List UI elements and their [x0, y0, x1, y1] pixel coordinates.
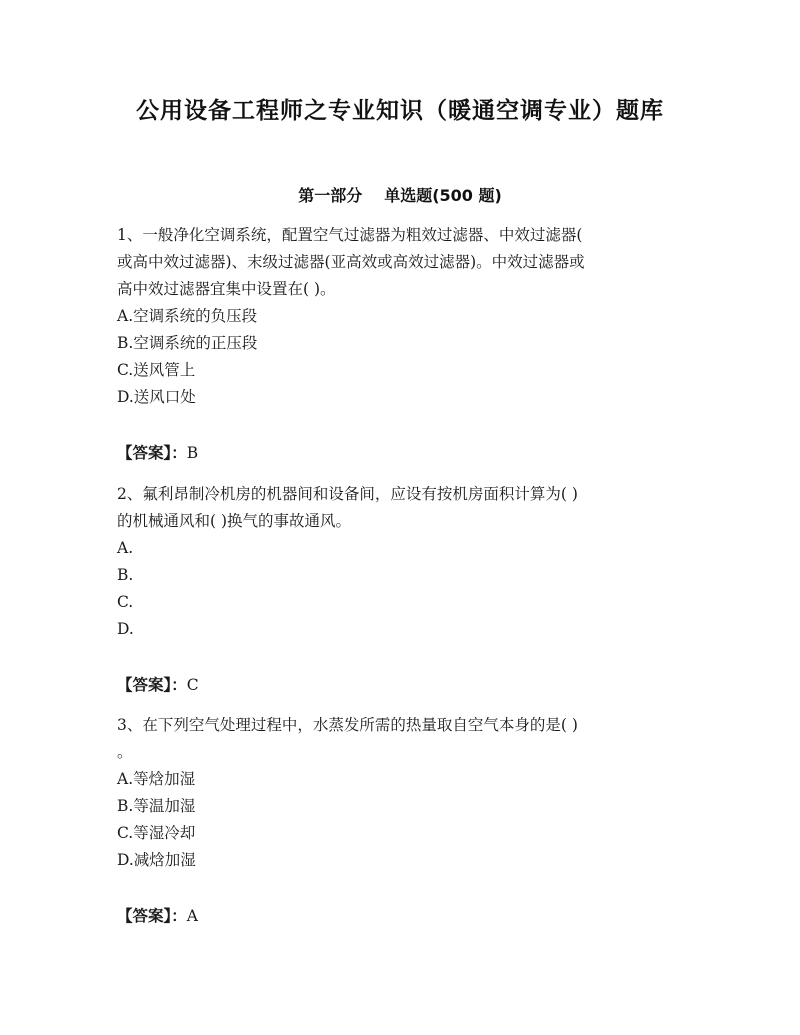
question-1: [117, 222, 697, 411]
question-stem-line: 的机械通风和( )换气的事故通风。: [117, 512, 352, 530]
option-b: B.: [117, 566, 134, 584]
question-stem-line: 或高中效过滤器)、末级过滤器(亚高效或高效过滤器)。中效过滤器或: [117, 253, 585, 271]
option-c: C.送风管上: [117, 361, 196, 379]
question-2: [117, 481, 697, 643]
page-title: 公用设备工程师之专业知识（暖通空调专业）题库: [136, 98, 664, 124]
answer-label: 【答案】：: [117, 907, 187, 925]
option-c: C.等湿冷却: [117, 824, 196, 842]
section-part: 第一部分: [298, 186, 363, 205]
option-b: B.等温加湿: [117, 797, 196, 815]
question-stem-line: 2、氟利昂制冷机房的机器间和设备间，应设有按机房面积计算为( ): [117, 485, 578, 503]
section-heading: [0, 183, 800, 206]
answer-label: 【答案】：: [117, 676, 187, 694]
option-d: D.: [117, 620, 134, 638]
option-a: A.: [117, 539, 134, 557]
question-3: [117, 712, 697, 874]
option-b: B.空调系统的正压段: [117, 334, 258, 352]
answer-value: C: [186, 676, 199, 694]
option-c: C.: [117, 593, 134, 611]
option-d: D.送风口处: [117, 388, 196, 406]
question-stem-line: 1、一般净化空调系统，配置空气过滤器为粗效过滤器、中效过滤器(: [117, 226, 583, 244]
question-stem-line: 。: [117, 743, 133, 761]
answer-label: 【答案】：: [117, 444, 187, 462]
answer-value: B: [186, 444, 199, 462]
option-a: A.空调系统的负压段: [117, 307, 258, 325]
question-stem-line: 高中效过滤器宜集中设置在( )。: [117, 280, 336, 298]
answer-2: [117, 672, 697, 699]
answer-1: [117, 440, 697, 467]
option-a: A.等焓加湿: [117, 770, 196, 788]
section-type: 单选题(500 题): [384, 186, 502, 205]
option-d: D.减焓加湿: [117, 851, 196, 869]
answer-value: A: [186, 907, 198, 925]
question-stem-line: 3、在下列空气处理过程中，水蒸发所需的热量取自空气本身的是( ): [117, 716, 578, 734]
answer-3: [117, 903, 697, 930]
